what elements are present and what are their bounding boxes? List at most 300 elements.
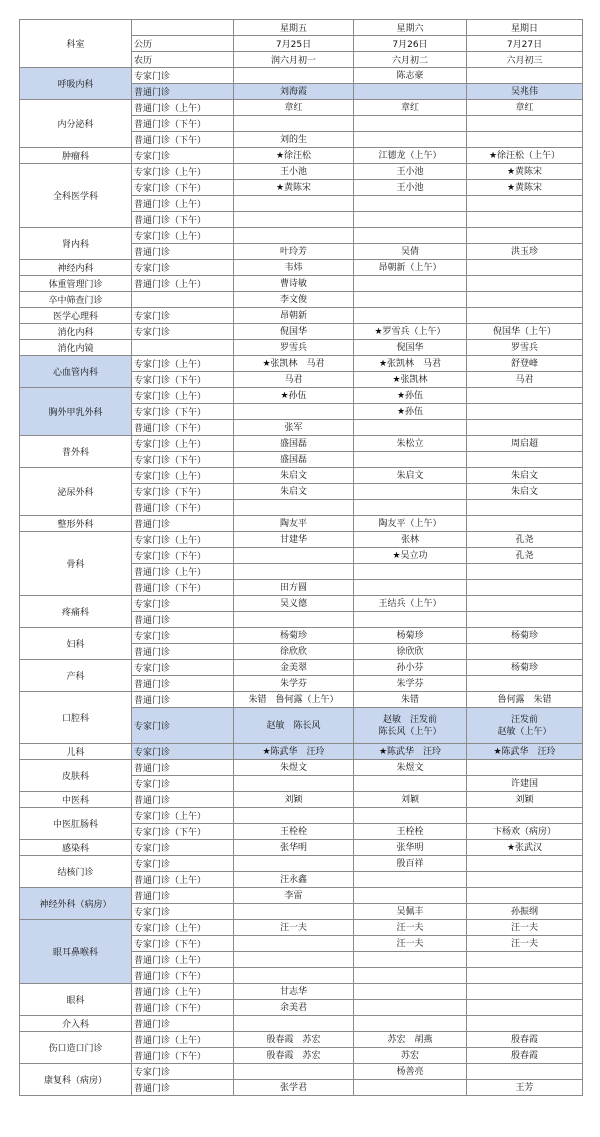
doctor-cell-fri: [234, 968, 354, 984]
doctor-cell-sat: [354, 580, 467, 596]
doctor-cell-sun: [467, 116, 583, 132]
doctor-cell-fri: [234, 212, 354, 228]
clinic-type: 专家门诊: [132, 904, 234, 920]
clinic-type: 普通门诊: [132, 1016, 234, 1032]
clinic-type: 普通门诊: [132, 692, 234, 708]
clinic-type: 专家门诊（下午）: [132, 484, 234, 500]
department-name: 神经外科（病房）: [20, 888, 132, 920]
schedule-row: [20, 1064, 583, 1080]
doctor-cell-sun: [467, 952, 583, 968]
lunar-date-sun: 六月初三: [467, 52, 583, 68]
doctor-cell-sun: 汪一夫: [467, 920, 583, 936]
doctor-cell-fri: 马君: [234, 372, 354, 388]
doctor-cell-sun: [467, 1016, 583, 1032]
doctor-cell-sun: [467, 196, 583, 212]
department-name: 神经内科: [20, 260, 132, 276]
clinic-type: 普通门诊（下午）: [132, 580, 234, 596]
department-name: 消化内科: [20, 324, 132, 340]
lunar-date-fri: 润六月初一: [234, 52, 354, 68]
doctor-cell-fri: 韦炜: [234, 260, 354, 276]
clinic-type: 专家门诊（下午）: [132, 936, 234, 952]
doctor-cell-sat: [354, 776, 467, 792]
department-name: 卒中筛查门诊: [20, 292, 132, 308]
clinic-type: 普通门诊: [132, 1080, 234, 1096]
doctor-cell-sun: 孔尧: [467, 532, 583, 548]
doctor-cell-sun: 舒登峰: [467, 356, 583, 372]
doctor-cell-fri: 曹诗敏: [234, 276, 354, 292]
clinic-type: 专家门诊（下午）: [132, 452, 234, 468]
clinic-type: 普通门诊（上午）: [132, 276, 234, 292]
clinic-type: 专家门诊: [132, 1064, 234, 1080]
schedule-row: [20, 276, 583, 292]
clinic-type: 普通门诊: [132, 84, 234, 100]
schedule-row: [20, 920, 583, 936]
doctor-cell-sun: [467, 644, 583, 660]
doctor-cell-sat: 王栓栓: [354, 824, 467, 840]
schedule-row: [20, 984, 583, 1000]
doctor-cell-fri: [234, 196, 354, 212]
doctor-cell-sun: [467, 580, 583, 596]
department-name: 呼吸内科: [20, 68, 132, 100]
doctor-cell-sun: [467, 872, 583, 888]
department-name: 儿科: [20, 744, 132, 760]
doctor-cell-sat: 江德龙（上午）: [354, 148, 467, 164]
doctor-cell-sat: ★孙伍: [354, 404, 467, 420]
solar-date-sat: 7月26日: [354, 36, 467, 52]
doctor-cell-sun: 孔尧: [467, 548, 583, 564]
doctor-cell-fri: ★孙伍: [234, 388, 354, 404]
doctor-cell-sat: ★孙伍: [354, 388, 467, 404]
clinic-type: 专家门诊（下午）: [132, 824, 234, 840]
doctor-cell-sat: [354, 952, 467, 968]
doctor-cell-fri: 田方圆: [234, 580, 354, 596]
clinic-type: 专家门诊: [132, 660, 234, 676]
schedule-row: [20, 856, 583, 872]
doctor-cell-sat: 朱错: [354, 692, 467, 708]
doctor-cell-sun: 孙振纲: [467, 904, 583, 920]
doctor-cell-sat: 孙小芬: [354, 660, 467, 676]
department-name: 中医肛肠科: [20, 808, 132, 840]
doctor-cell-fri: 盛国磊: [234, 436, 354, 452]
clinic-type: 普通门诊（上午）: [132, 100, 234, 116]
doctor-cell-sat: 王结兵（上午）: [354, 596, 467, 612]
department-name: 内分泌科: [20, 100, 132, 148]
clinic-type: 普通门诊: [132, 516, 234, 532]
doctor-cell-sat: [354, 116, 467, 132]
doctor-cell-sun: [467, 808, 583, 824]
doctor-cell-sun: ★黄陈宋: [467, 180, 583, 196]
doctor-cell-sun: 罗雪兵: [467, 340, 583, 356]
doctor-cell-fri: 朱错 鲁何露（上午）: [234, 692, 354, 708]
schedule-row: [20, 628, 583, 644]
department-name: 妇科: [20, 628, 132, 660]
doctor-cell-sun: [467, 452, 583, 468]
clinic-type: [132, 292, 234, 308]
clinic-type: 普通门诊（下午）: [132, 1048, 234, 1064]
doctor-cell-sun: [467, 1000, 583, 1016]
doctor-cell-sun: [467, 564, 583, 580]
doctor-cell-sat: 殷百祥: [354, 856, 467, 872]
doctor-cell-fri: [234, 936, 354, 952]
doctor-cell-sat: 苏宏: [354, 1048, 467, 1064]
department-name: 口腔科: [20, 692, 132, 744]
doctor-cell-fri: 余美君: [234, 1000, 354, 1016]
doctor-cell-sat: [354, 228, 467, 244]
doctor-cell-sun: 殷春霞: [467, 1048, 583, 1064]
doctor-cell-sun: 杨菊珍: [467, 628, 583, 644]
doctor-cell-sun: [467, 500, 583, 516]
schedule-row: [20, 324, 583, 340]
schedule-row: [20, 308, 583, 324]
schedule-row: [20, 888, 583, 904]
doctor-cell-sat: [354, 564, 467, 580]
schedule-row: [20, 596, 583, 612]
clinic-type: 普通门诊: [132, 792, 234, 808]
clinic-type: 普通门诊（下午）: [132, 420, 234, 436]
schedule-row: [20, 68, 583, 84]
doctor-cell-sun: [467, 308, 583, 324]
schedule-row: [20, 1016, 583, 1032]
doctor-cell-sat: [354, 420, 467, 436]
doctor-cell-sun: [467, 968, 583, 984]
clinic-type: 专家门诊（上午）: [132, 436, 234, 452]
doctor-cell-sat: 杨菊珍: [354, 628, 467, 644]
doctor-cell-sun: [467, 260, 583, 276]
doctor-cell-fri: 张华明: [234, 840, 354, 856]
solar-date-fri: 7月25日: [234, 36, 354, 52]
clinic-type: 普通门诊（下午）: [132, 132, 234, 148]
lunar-date-sat: 六月初二: [354, 52, 467, 68]
doctor-cell-sun: 周启超: [467, 436, 583, 452]
doctor-cell-sat: 章红: [354, 100, 467, 116]
doctor-cell-sun: 杨菊珍: [467, 660, 583, 676]
doctor-cell-sun: 吴兆伟: [467, 84, 583, 100]
clinic-type: 普通门诊: [132, 676, 234, 692]
department-name: 感染科: [20, 840, 132, 856]
department-name: 眼耳鼻喉科: [20, 920, 132, 984]
weekday-sun: 星期日: [467, 20, 583, 36]
doctor-cell-sat: 朱松立: [354, 436, 467, 452]
doctor-cell-sat: [354, 888, 467, 904]
doctor-cell-fri: [234, 404, 354, 420]
doctor-cell-sun: 汪一夫: [467, 936, 583, 952]
doctor-cell-fri: 刘海霞: [234, 84, 354, 100]
clinic-type: 专家门诊: [132, 840, 234, 856]
doctor-cell-sat: 王小池: [354, 180, 467, 196]
lunar-label: 农历: [132, 52, 234, 68]
clinic-type: 普通门诊（下午）: [132, 500, 234, 516]
clinic-type: 专家门诊（上午）: [132, 388, 234, 404]
doctor-cell-sat: [354, 452, 467, 468]
doctor-cell-fri: 朱煜文: [234, 760, 354, 776]
doctor-cell-sat: 朱学芬: [354, 676, 467, 692]
department-name: 介入科: [20, 1016, 132, 1032]
doctor-cell-sat: 朱煜文: [354, 760, 467, 776]
doctor-cell-sun: 许建国: [467, 776, 583, 792]
doctor-cell-sun: [467, 388, 583, 404]
schedule-row: [20, 792, 583, 808]
doctor-cell-sun: 鲁何露 朱错: [467, 692, 583, 708]
clinic-type: 普通门诊（下午）: [132, 968, 234, 984]
doctor-cell-sun: [467, 420, 583, 436]
clinic-type: 专家门诊（上午）: [132, 228, 234, 244]
schedule-row: [20, 744, 583, 760]
department-name: 心血管内科: [20, 356, 132, 388]
doctor-cell-fri: 王栓栓: [234, 824, 354, 840]
department-name: 眼科: [20, 984, 132, 1016]
doctor-cell-fri: 汪一夫: [234, 920, 354, 936]
doctor-cell-sun: 朱启文: [467, 468, 583, 484]
doctor-cell-fri: [234, 1016, 354, 1032]
doctor-cell-fri: 殷春霞 苏宏: [234, 1048, 354, 1064]
clinic-type: 专家门诊: [132, 628, 234, 644]
schedule-row: [20, 808, 583, 824]
department-name: 康复科（病房）: [20, 1064, 132, 1096]
department-name: 伤口造口门诊: [20, 1032, 132, 1064]
doctor-cell-sun: 马君: [467, 372, 583, 388]
department-name: 皮肤科: [20, 760, 132, 792]
clinic-type: 专家门诊: [132, 856, 234, 872]
clinic-type: 普通门诊（上午）: [132, 984, 234, 1000]
schedule-table: [19, 19, 583, 1096]
department-name: 医学心理科: [20, 308, 132, 324]
doctor-cell-fri: 倪国华: [234, 324, 354, 340]
doctor-cell-fri: 徐欣欣: [234, 644, 354, 660]
schedule-row: [20, 260, 583, 276]
doctor-cell-sun: [467, 516, 583, 532]
doctor-cell-fri: 金美翠: [234, 660, 354, 676]
doctor-cell-sat: 苏宏 胡燕: [354, 1032, 467, 1048]
doctor-cell-sun: 洪玉珍: [467, 244, 583, 260]
doctor-cell-sun: [467, 676, 583, 692]
doctor-cell-sat: [354, 1000, 467, 1016]
doctor-cell-sat: 吴倩: [354, 244, 467, 260]
department-name: 肾内科: [20, 228, 132, 260]
weekday-sat: 星期六: [354, 20, 467, 36]
doctor-cell-sun: [467, 596, 583, 612]
doctor-cell-fri: 甘志华: [234, 984, 354, 1000]
clinic-type: 普通门诊: [132, 244, 234, 260]
doctor-cell-fri: [234, 116, 354, 132]
doctor-cell-sat: 汪一夫: [354, 936, 467, 952]
header-weekday-row: [20, 20, 583, 36]
schedule-row: [20, 660, 583, 676]
schedule-row: [20, 356, 583, 372]
clinic-type: 专家门诊（下午）: [132, 548, 234, 564]
doctor-cell-sat: 王小池: [354, 164, 467, 180]
clinic-type: 专家门诊（下午）: [132, 180, 234, 196]
doctor-cell-fri: 张学君: [234, 1080, 354, 1096]
clinic-type: [132, 340, 234, 356]
doctor-cell-fri: 汪永鑫: [234, 872, 354, 888]
doctor-cell-fri: 陶友平: [234, 516, 354, 532]
doctor-cell-sat: [354, 132, 467, 148]
clinic-type: 专家门诊（上午）: [132, 356, 234, 372]
doctor-cell-sun: [467, 132, 583, 148]
doctor-cell-fri: ★黄陈宋: [234, 180, 354, 196]
clinic-type: 专家门诊: [132, 596, 234, 612]
doctor-cell-fri: [234, 548, 354, 564]
doctor-cell-sun: [467, 228, 583, 244]
doctor-cell-sat: [354, 212, 467, 228]
clinic-type: 普通门诊（上午）: [132, 952, 234, 968]
doctor-cell-fri: [234, 904, 354, 920]
department-name: 产科: [20, 660, 132, 692]
doctor-cell-sun: 刘颖: [467, 792, 583, 808]
schedule-row: [20, 228, 583, 244]
doctor-cell-fri: 甘建华: [234, 532, 354, 548]
clinic-type: 专家门诊（上午）: [132, 808, 234, 824]
doctor-cell-fri: 吴义德: [234, 596, 354, 612]
doctor-cell-sun: [467, 612, 583, 628]
doctor-cell-fri: ★陈武华 汪玲: [234, 744, 354, 760]
schedule-row: [20, 388, 583, 404]
doctor-cell-sat: 徐欣欣: [354, 644, 467, 660]
doctor-cell-fri: 朱学芬: [234, 676, 354, 692]
doctor-cell-fri: 刘颖: [234, 792, 354, 808]
doctor-cell-fri: [234, 500, 354, 516]
doctor-cell-sat: [354, 276, 467, 292]
schedule-row: [20, 468, 583, 484]
doctor-cell-fri: ★张凯林 马君: [234, 356, 354, 372]
doctor-cell-fri: 朱启文: [234, 468, 354, 484]
clinic-type: 专家门诊（上午）: [132, 164, 234, 180]
doctor-cell-sat: [354, 1016, 467, 1032]
doctor-cell-sat: 陶友平（上午）: [354, 516, 467, 532]
clinic-type: 普通门诊（上午）: [132, 872, 234, 888]
department-name: 中医科: [20, 792, 132, 808]
department-name: 肿瘤科: [20, 148, 132, 164]
doctor-cell-sat: 吴佩丰: [354, 904, 467, 920]
doctor-cell-sat: [354, 484, 467, 500]
doctor-cell-sat: 倪国华: [354, 340, 467, 356]
schedule-row: [20, 840, 583, 856]
doctor-cell-fri: 赵敏 陈长风: [234, 708, 354, 744]
doctor-cell-fri: [234, 228, 354, 244]
doctor-cell-fri: [234, 612, 354, 628]
doctor-cell-fri: [234, 1064, 354, 1080]
clinic-type: 专家门诊（上午）: [132, 468, 234, 484]
doctor-cell-sat: [354, 968, 467, 984]
clinic-type: 普通门诊（下午）: [132, 116, 234, 132]
doctor-cell-sun: [467, 1064, 583, 1080]
doctor-cell-fri: 章红: [234, 100, 354, 116]
doctor-cell-sat: 汪一夫: [354, 920, 467, 936]
solar-date-sun: 7月27日: [467, 36, 583, 52]
doctor-cell-sun: ★黄陈宋: [467, 164, 583, 180]
department-name: 全科医学科: [20, 164, 132, 228]
department-name: 骨科: [20, 532, 132, 596]
schedule-row: [20, 532, 583, 548]
schedule-row: [20, 148, 583, 164]
doctor-cell-sat: [354, 612, 467, 628]
doctor-cell-sun: ★陈武华 汪玲: [467, 744, 583, 760]
schedule-row: [20, 1032, 583, 1048]
doctor-cell-fri: 朱启文: [234, 484, 354, 500]
schedule-row: [20, 516, 583, 532]
schedule-row: [20, 436, 583, 452]
clinic-type: 普通门诊（上午）: [132, 196, 234, 212]
clinic-type: 专家门诊: [132, 308, 234, 324]
clinic-type: 专家门诊: [132, 776, 234, 792]
doctor-cell-fri: 殷春霞 苏宏: [234, 1032, 354, 1048]
clinic-type: 专家门诊（下午）: [132, 372, 234, 388]
doctor-cell-sat: [354, 84, 467, 100]
doctor-cell-sat: 刘颖: [354, 792, 467, 808]
clinic-type: 普通门诊: [132, 612, 234, 628]
doctor-cell-fri: 罗雪兵: [234, 340, 354, 356]
doctor-cell-sat: 赵敏 汪发前 陈长风（上午）: [354, 708, 467, 744]
doctor-cell-sun: [467, 292, 583, 308]
dept-header: 科室: [20, 20, 132, 68]
department-name: 泌尿外科: [20, 468, 132, 516]
clinic-type: 专家门诊: [132, 744, 234, 760]
doctor-cell-sun: ★徐汪松（上午）: [467, 148, 583, 164]
doctor-cell-fri: [234, 68, 354, 84]
doctor-cell-sat: [354, 872, 467, 888]
clinic-type: 普通门诊（上午）: [132, 564, 234, 580]
doctor-cell-sun: [467, 888, 583, 904]
doctor-cell-fri: 李雷: [234, 888, 354, 904]
doctor-cell-sat: 张林: [354, 532, 467, 548]
clinic-type: 专家门诊（上午）: [132, 920, 234, 936]
clinic-type: 专家门诊: [132, 708, 234, 744]
doctor-cell-sun: [467, 276, 583, 292]
doctor-cell-sat: [354, 500, 467, 516]
doctor-cell-fri: [234, 776, 354, 792]
doctor-cell-sun: [467, 212, 583, 228]
doctor-cell-fri: 昂朝新: [234, 308, 354, 324]
doctor-cell-sat: [354, 196, 467, 212]
doctor-cell-sat: [354, 292, 467, 308]
doctor-cell-fri: 杨菊珍: [234, 628, 354, 644]
doctor-cell-fri: 李文俊: [234, 292, 354, 308]
doctor-cell-sun: 汪发前 赵敏（上午）: [467, 708, 583, 744]
doctor-cell-sat: 朱启文: [354, 468, 467, 484]
schedule-row: [20, 164, 583, 180]
schedule-row: [20, 340, 583, 356]
doctor-cell-sat: 张华明: [354, 840, 467, 856]
doctor-cell-sun: 王芳: [467, 1080, 583, 1096]
doctor-cell-sun: 殷春霞: [467, 1032, 583, 1048]
schedule-row: [20, 292, 583, 308]
department-name: 整形外科: [20, 516, 132, 532]
doctor-cell-fri: 叶玲芳: [234, 244, 354, 260]
doctor-cell-sat: ★吴立功: [354, 548, 467, 564]
department-name: 普外科: [20, 436, 132, 468]
clinic-type: 普通门诊（下午）: [132, 212, 234, 228]
clinic-type: 专家门诊: [132, 324, 234, 340]
schedule-row: [20, 760, 583, 776]
department-name: 胸外甲乳外科: [20, 388, 132, 436]
doctor-cell-fri: [234, 808, 354, 824]
schedule-row: [20, 100, 583, 116]
doctor-cell-sat: 杨善亮: [354, 1064, 467, 1080]
doctor-cell-fri: [234, 564, 354, 580]
doctor-cell-fri: 王小池: [234, 164, 354, 180]
doctor-cell-fri: ★徐汪松: [234, 148, 354, 164]
department-name: 消化内镜: [20, 340, 132, 356]
department-name: 结核门诊: [20, 856, 132, 888]
doctor-cell-sat: [354, 808, 467, 824]
weekday-fri: 星期五: [234, 20, 354, 36]
solar-label: 公历: [132, 36, 234, 52]
doctor-cell-sat: [354, 308, 467, 324]
doctor-cell-sat: 陈志豪: [354, 68, 467, 84]
clinic-type: 专家门诊: [132, 260, 234, 276]
doctor-cell-sat: ★张凯林: [354, 372, 467, 388]
doctor-cell-fri: 张军: [234, 420, 354, 436]
